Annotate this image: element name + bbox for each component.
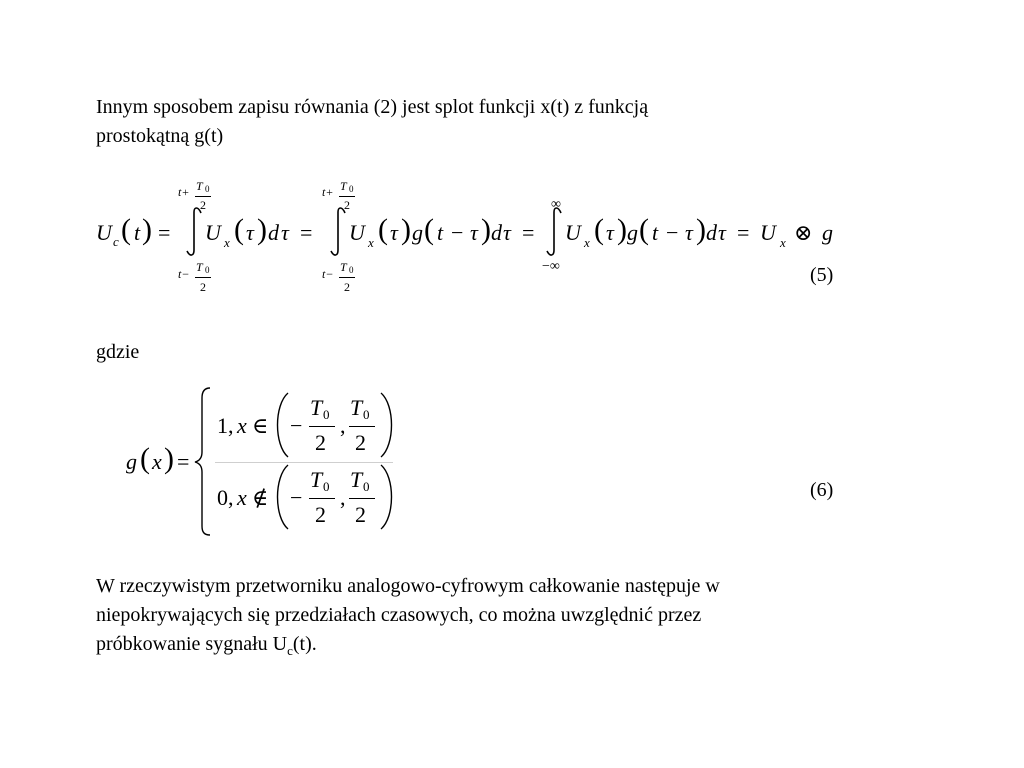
eq5-equals-3: =: [522, 220, 535, 245]
case2-frac1-T-sub: 0: [323, 479, 330, 494]
eq5-lhs-U: U: [96, 220, 112, 245]
case2-x: x: [237, 485, 247, 510]
case1-paren-close: [381, 393, 392, 457]
int2-d: d: [491, 220, 502, 245]
outro-line-3: [96, 630, 916, 665]
int1-upper-two: 2: [200, 198, 206, 212]
int2-minus: −: [451, 220, 464, 245]
int3-upper-infinity: ∞: [551, 197, 561, 212]
int2-U: U: [349, 220, 365, 245]
eq6-equals: =: [177, 449, 190, 474]
int3-sub-x: x: [584, 235, 590, 250]
int2-g-paren-close: ): [481, 213, 491, 246]
outro-line-3-suffix: (t).: [292, 633, 317, 655]
eq5-equals-4: =: [737, 220, 750, 245]
outro-paragraph: [96, 572, 916, 665]
int1-tau: τ: [246, 220, 254, 245]
case1-x: x: [237, 413, 247, 438]
case1-frac2-two: 2: [355, 430, 366, 455]
case2-comma: ,: [340, 485, 346, 510]
case2-minus: −: [290, 485, 303, 510]
eq5-paren-open: (: [121, 213, 131, 246]
eq5-equals-2: =: [300, 220, 313, 245]
intro-line-1: Innym sposobem zapisu równania (2) jest splot funkcji x(t) z funkcją: [96, 96, 649, 118]
equation-6-number: (6): [810, 479, 834, 501]
eq5-rhs-U: U: [760, 220, 776, 245]
case1-frac2-T-sub: 0: [363, 407, 370, 422]
cases-separator: [215, 462, 393, 463]
int1-upper-T: T: [196, 179, 203, 193]
case2-frac1-two: 2: [315, 502, 326, 527]
eq5-var-t: t: [134, 220, 141, 245]
int2-upper-T-sub: 0: [349, 184, 354, 194]
int2-upper-prefix: t+: [322, 185, 334, 199]
int3-d: d: [706, 220, 717, 245]
case2-paren-open: [278, 465, 289, 529]
int1-paren-close: ): [257, 213, 267, 246]
case1-paren-open: [278, 393, 289, 457]
int1-U: U: [205, 220, 221, 245]
outro-line-3-sub: c: [287, 643, 293, 658]
piecewise-brace: [195, 388, 210, 535]
int1-lower-T-sub: 0: [205, 265, 210, 275]
int1-d: d: [268, 220, 279, 245]
eq5-rhs-g: g: [822, 220, 833, 245]
int1-lower-two: 2: [200, 280, 206, 294]
case2-frac2-T-sub: 0: [363, 479, 370, 494]
int2-g-paren-open: (: [424, 213, 434, 246]
int3-g-t: t: [652, 220, 659, 245]
case2-paren-close: [381, 465, 392, 529]
case2-frac1-T: T: [310, 467, 323, 492]
eq5-conv-operator: ⊗: [794, 220, 813, 245]
intro-line-2: prostokątną g(t): [96, 125, 224, 147]
int3-g-paren-close: ): [696, 213, 706, 246]
int2-upper-two: 2: [344, 198, 350, 212]
int3-lower-infinity: −∞: [542, 259, 560, 274]
int2-lower-prefix: t−: [322, 267, 334, 281]
case2-frac2-two: 2: [355, 502, 366, 527]
case2-frac2-T: T: [350, 467, 363, 492]
int1-sub-x: x: [224, 235, 230, 250]
int2-g-t: t: [437, 220, 444, 245]
case1-frac1-T: T: [310, 395, 323, 420]
outro-line-1: W rzeczywistym przetworniku analogowo-cyfrowym całkowanie następuje w: [96, 575, 720, 597]
case2-frac2-line: [349, 498, 375, 499]
case1-element-of: ∈: [252, 413, 269, 438]
case1-frac2-T: T: [350, 395, 363, 420]
eq6-lhs-x: x: [152, 449, 162, 474]
case2-value: 0,: [217, 485, 234, 510]
case1-frac1-line: [309, 426, 335, 427]
case1-minus: −: [290, 413, 303, 438]
int2-tau: τ: [390, 220, 398, 245]
gdzie-label: gdzie: [96, 341, 140, 363]
eq6-paren-close: ): [164, 442, 174, 475]
eq5-rhs-sub-x: x: [780, 235, 786, 250]
eq5-paren-close: ): [142, 213, 152, 246]
int1-upper-T-sub: 0: [205, 184, 210, 194]
int2-sub-x: x: [368, 235, 374, 250]
int2-lower-two: 2: [344, 280, 350, 294]
case1-frac1-two: 2: [315, 430, 326, 455]
int2-g-tau: τ: [470, 220, 478, 245]
int2-g: g: [412, 220, 423, 245]
int1-dtau: τ: [281, 220, 289, 245]
int2-upper-T: T: [340, 179, 347, 193]
int2-lower-T: T: [340, 260, 347, 274]
outro-line-2: niepokrywających się przedziałach czasowych, co można uwzględnić przez: [96, 604, 702, 626]
int1-upper-prefix: t+: [178, 185, 190, 199]
int3-tau: τ: [606, 220, 614, 245]
case1-value: 1,: [217, 413, 234, 438]
outro-line-3-prefix: próbkowanie sygnału U: [96, 633, 288, 655]
int3-dtau: τ: [718, 220, 726, 245]
case1-frac1-T-sub: 0: [323, 407, 330, 422]
int3-paren-close: ): [617, 213, 627, 246]
equation-5-number: (5): [810, 264, 834, 286]
int1-lower-prefix: t−: [178, 267, 190, 281]
case2-frac1-line: [309, 498, 335, 499]
int3-paren-open: (: [594, 213, 604, 246]
eq5-lhs-sub-c: c: [113, 234, 119, 249]
int3-g-paren-open: (: [639, 213, 649, 246]
int1-lower-T: T: [196, 260, 203, 274]
int2-dtau: τ: [503, 220, 511, 245]
int3-g: g: [627, 220, 638, 245]
case2-not-element-of: ∉: [252, 485, 269, 510]
int1-paren-open: (: [234, 213, 244, 246]
case1-frac2-line: [349, 426, 375, 427]
case1-comma: ,: [340, 413, 346, 438]
int2-lower-T-sub: 0: [349, 265, 354, 275]
eq6-lhs-g: g: [126, 449, 137, 474]
int3-U: U: [565, 220, 581, 245]
eq6-paren-open: (: [140, 442, 150, 475]
eq5-equals-1: =: [158, 220, 171, 245]
int3-minus: −: [666, 220, 679, 245]
int2-paren-close: ): [401, 213, 411, 246]
int3-g-tau: τ: [685, 220, 693, 245]
int2-paren-open: (: [378, 213, 388, 246]
